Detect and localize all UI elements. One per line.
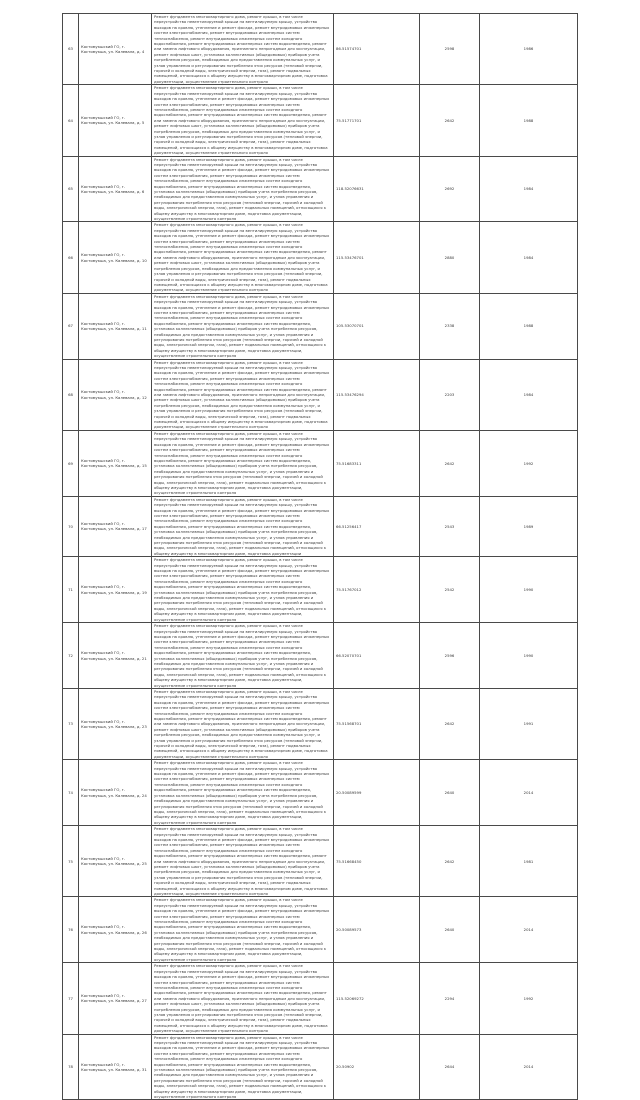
table-row	[63, 826, 578, 897]
address-cell: Костомукшский ГО, г. Костомукша, ул. Калевала, д. 15	[79, 430, 152, 496]
row-number-cell: 64	[63, 85, 79, 156]
object-code-cell: 105.53070701	[334, 293, 420, 359]
works-description-cell: Ремонт фундамента многоквартирного дома, ремонт крыши, в том числе переустройство невентилируемой крыши на вентилируемую крышу, устройство выходов на кровлю, утепление и ремонт фасада, ремонт внутридомовых инженерных систем электроснабжения, ремонт внутридомовых инженерных систем теплоснабжения, ремонт внутридомовых инженерных систем холодного водоснабжения, ремонт внутридомовых инженерных систем водоотведения, ремонт или замена лифтового оборудования, признанного непригодным для эксплуатации, ремонт лифтовых шахт, установка коллективных (общедомовых) приборов учета потребления ресурсов, необходимых для предоставления коммунальных услуг, и узлов управления и регулирования потребления этих ресурсов (тепловой энергии, горячей и холодной воды, электрической энергии, газа), ремонт подвальных помещений, относящихся к общему имуществу в многоквартирном доме, подготовка документации, осуществление строительного контроля	[152, 963, 334, 1034]
table-row	[63, 688, 578, 759]
works-description-cell: Ремонт фундамента многоквартирного дома, ремонт крыши, в том числе переустройство невентилируемой крыши на вентилируемую крышу, устройство выходов на кровлю, утепление и ремонт фасада, ремонт внутридомовых инженерных систем электроснабжения, ремонт внутридомовых инженерных систем теплоснабжения, ремонт внутридомовых инженерных систем холодного водоснабжения, ремонт внутридомовых инженерных систем водоотведения, установка коллективных (общедомовых) приборов учета потребления ресурсов, необходимых для предоставления коммунальных услуг, и узлов управления и регулирования потребления этих ресурсов (тепловой энергии, горячей и холодной воды, электрической энергии, газа), ремонт подвальных помещений, относящихся к общему имуществу в многоквартирном доме, подготовка документации, осуществление строительного контроля	[152, 156, 334, 222]
year-cell: 1984	[480, 359, 578, 430]
object-code-cell: 75.51568701	[334, 688, 420, 759]
year-cell: 1992	[480, 963, 578, 1034]
object-code-cell: 66.52070701	[334, 623, 420, 689]
object-code-cell: 66.51256417	[334, 496, 420, 556]
year-cell: 1991	[480, 688, 578, 759]
works-description-cell: Ремонт фундамента многоквартирного дома, ремонт крыши, в том числе переустройство невентилируемой крыши на вентилируемую крышу, устройство выходов на кровлю, утепление и ремонт фасада, ремонт внутридомовых инженерных систем электроснабжения, ремонт внутридомовых инженерных систем теплоснабжения, ремонт внутридомовых инженерных систем холодного водоснабжения, ремонт внутридомовых инженерных систем водоотведения, ремонт или замена лифтового оборудования, признанного непригодным для эксплуатации, ремонт лифтовых шахт, установка коллективных (общедомовых) приборов учета потребления ресурсов, необходимых для предоставления коммунальных услуг, и узлов управления и регулирования потребления этих ресурсов (тепловой энергии, горячей и холодной воды, электрической энергии, газа), ремонт подвальных помещений, относящихся к общему имуществу в многоквартирном доме, подготовка документации, осуществление строительного контроля	[152, 85, 334, 156]
year-cell: 1984	[480, 222, 578, 293]
object-code-cell: 75.51668450	[334, 826, 420, 897]
object-code-cell: 115.52069272	[334, 963, 420, 1034]
area-cell: 2294	[420, 963, 480, 1034]
table-row	[63, 1034, 578, 1100]
area-cell: 2642	[420, 688, 480, 759]
table-row	[63, 293, 578, 359]
table-row	[63, 430, 578, 496]
year-cell: 1992	[480, 430, 578, 496]
address-cell: Костомукшский ГО, г. Костомукша, ул. Калевала, д. 17	[79, 496, 152, 556]
area-cell: 2642	[420, 430, 480, 496]
table-row	[63, 14, 578, 85]
address-cell: Костомукшский ГО, г. Костомукша, ул. Калевала, д. 31	[79, 1034, 152, 1100]
address-cell: Костомукшский ГО, г. Костомукша, ул. Калевала, д. 6	[79, 156, 152, 222]
address-cell: Костомукшский ГО, г. Костомукша, ул. Калевала, д. 4	[79, 14, 152, 85]
area-cell: 2542	[420, 557, 480, 623]
address-cell: Костомукшский ГО, г. Костомукша, ул. Калевала, д. 19	[79, 557, 152, 623]
area-cell: 2642	[420, 85, 480, 156]
row-number-cell: 68	[63, 359, 79, 430]
works-description-cell: Ремонт фундамента многоквартирного дома, ремонт крыши, в том числе переустройство невентилируемой крыши на вентилируемую крышу, устройство выходов на кровлю, утепление и ремонт фасада, ремонт внутридомовых инженерных систем электроснабжения, ремонт внутридомовых инженерных систем теплоснабжения, ремонт внутридомовых инженерных систем холодного водоснабжения, ремонт внутридомовых инженерных систем водоотведения, ремонт или замена лифтового оборудования, признанного непригодным для эксплуатации, ремонт лифтовых шахт, установка коллективных (общедомовых) приборов учета потребления ресурсов, необходимых для предоставления коммунальных услуг, и узлов управления и регулирования потребления этих ресурсов (тепловой энергии, горячей и холодной воды, электрической энергии, газа), ремонт подвальных помещений, относящихся к общему имуществу в многоквартирном доме, подготовка документации, осуществление строительного контроля	[152, 826, 334, 897]
year-cell: 1988	[480, 85, 578, 156]
row-number-cell: 69	[63, 430, 79, 496]
area-cell: 2642	[420, 826, 480, 897]
year-cell: 1988	[480, 293, 578, 359]
year-cell: 2014	[480, 1034, 578, 1100]
area-cell: 2640	[420, 760, 480, 826]
object-code-cell: 20.50089599	[334, 760, 420, 826]
works-description-cell: Ремонт фундамента многоквартирного дома, ремонт крыши, в том числе переустройство невентилируемой крыши на вентилируемую крышу, устройство выходов на кровлю, утепление и ремонт фасада, ремонт внутридомовых инженерных систем электроснабжения, ремонт внутридомовых инженерных систем теплоснабжения, ремонт внутридомовых инженерных систем холодного водоснабжения, ремонт внутридомовых инженерных систем водоотведения, ремонт или замена лифтового оборудования, признанного непригодным для эксплуатации, ремонт лифтовых шахт, установка коллективных (общедомовых) приборов учета потребления ресурсов, необходимых для предоставления коммунальных услуг, и узлов управления и регулирования потребления этих ресурсов (тепловой энергии, горячей и холодной воды, электрической энергии, газа), ремонт подвальных помещений, относящихся к общему имуществу в многоквартирном доме, подготовка документации, осуществление строительного контроля	[152, 14, 334, 85]
area-cell: 2644	[420, 1034, 480, 1100]
area-cell: 2596	[420, 623, 480, 689]
area-cell: 2880	[420, 222, 480, 293]
area-cell: 2598	[420, 14, 480, 85]
works-description-cell: Ремонт фундамента многоквартирного дома, ремонт крыши, в том числе переустройство невентилируемой крыши на вентилируемую крышу, устройство выходов на кровлю, утепление и ремонт фасада, ремонт внутридомовых инженерных систем электроснабжения, ремонт внутридомовых инженерных систем теплоснабжения, ремонт внутридомовых инженерных систем холодного водоснабжения, ремонт внутридомовых инженерных систем водоотведения, установка коллективных (общедомовых) приборов учета потребления ресурсов, необходимых для предоставления коммунальных услуг, и узлов управления и регулирования потребления этих ресурсов (тепловой энергии, горячей и холодной воды, электрической энергии, газа), ремонт подвальных помещений, относящихся к общему имуществу в многоквартирном доме, подготовка документации	[152, 496, 334, 556]
table-row	[63, 222, 578, 293]
area-cell: 2692	[420, 156, 480, 222]
works-description-cell: Ремонт фундамента многоквартирного дома, ремонт крыши, в том числе переустройство невентилируемой крыши на вентилируемую крышу, устройство выходов на кровлю, утепление и ремонт фасада, ремонт внутридомовых инженерных систем электроснабжения, ремонт внутридомовых инженерных систем теплоснабжения, ремонт внутридомовых инженерных систем холодного водоснабжения, ремонт внутридомовых инженерных систем водоотведения, установка коллективных (общедомовых) приборов учета потребления ресурсов, необходимых для предоставления коммунальных услуг, и узлов управления и регулирования потребления этих ресурсов (тепловой энергии, горячей и холодной воды, электрической энергии, газа), ремонт подвальных помещений, относящихся к общему имуществу в многоквартирном доме, подготовка документации, осуществление строительного контроля	[152, 557, 334, 623]
address-cell: Костомукшский ГО, г. Костомукша, ул. Калевала, д. 11	[79, 293, 152, 359]
row-number-cell: 75	[63, 826, 79, 897]
row-number-cell: 65	[63, 156, 79, 222]
address-cell: Костомукшский ГО, г. Костомукша, ул. Калевала, д. 10	[79, 222, 152, 293]
address-cell: Костомукшский ГО, г. Костомукша, ул. Калевала, д. 21	[79, 623, 152, 689]
row-number-cell: 66	[63, 222, 79, 293]
works-description-cell: Ремонт фундамента многоквартирного дома, ремонт крыши, в том числе переустройство невентилируемой крыши на вентилируемую крышу, устройство выходов на кровлю, утепление и ремонт фасада, ремонт внутридомовых инженерных систем электроснабжения, ремонт внутридомовых инженерных систем теплоснабжения, ремонт внутридомовых инженерных систем холодного водоснабжения, ремонт внутридомовых инженерных систем водоотведения, установка коллективных (общедомовых) приборов учета потребления ресурсов, необходимых для предоставления коммунальных услуг, и узлов управления и регулирования потребления этих ресурсов (тепловой энергии, горячей и холодной воды, электрической энергии, газа), ремонт подвальных помещений, относящихся к общему имуществу в многоквартирном доме, подготовка документации, осуществление строительного контроля	[152, 897, 334, 963]
address-cell: Костомукшский ГО, г. Костомукша, ул. Калевала, д. 23	[79, 688, 152, 759]
year-cell: 1984	[480, 156, 578, 222]
object-code-cell: 118.52076631	[334, 156, 420, 222]
row-number-cell: 72	[63, 623, 79, 689]
works-description-cell: Ремонт фундамента многоквартирного дома, ремонт крыши, в том числе переустройство невентилируемой крыши на вентилируемую крышу, устройство выходов на кровлю, утепление и ремонт фасада, ремонт внутридомовых инженерных систем электроснабжения, ремонт внутридомовых инженерных систем теплоснабжения, ремонт внутридомовых инженерных систем холодного водоснабжения, ремонт внутридомовых инженерных систем водоотведения, установка коллективных (общедомовых) приборов учета потребления ресурсов, необходимых для предоставления коммунальных услуг, и узлов управления и регулирования потребления этих ресурсов (тепловой энергии, горячей и холодной воды, электрической энергии, газа), ремонт подвальных помещений, относящихся к общему имуществу в многоквартирном доме, подготовка документации, осуществление строительного контроля	[152, 760, 334, 826]
address-cell: Костомукшский ГО, г. Костомукша, ул. Калевала, д. 5	[79, 85, 152, 156]
object-code-cell: 115.53476701	[334, 222, 420, 293]
object-code-cell: 115.53476294	[334, 359, 420, 430]
table-row	[63, 897, 578, 963]
row-number-cell: 77	[63, 963, 79, 1034]
works-description-cell: Ремонт фундамента многоквартирного дома, ремонт крыши, в том числе переустройство невентилируемой крыши на вентилируемую крышу, устройство выходов на кровлю, утепление и ремонт фасада, ремонт внутридомовых инженерных систем электроснабжения, ремонт внутридомовых инженерных систем теплоснабжения, ремонт внутридомовых инженерных систем холодного водоснабжения, ремонт внутридомовых инженерных систем водоотведения, ремонт или замена лифтового оборудования, признанного непригодным для эксплуатации, ремонт лифтовых шахт, установка коллективных (общедомовых) приборов учета потребления ресурсов, необходимых для предоставления коммунальных услуг, и узлов управления и регулирования потребления этих ресурсов (тепловой энергии, горячей и холодной воды, электрической энергии, газа), ремонт подвальных помещений, относящихся к общему имуществу в многоквартирном доме, подготовка документации, осуществление строительного контроля	[152, 359, 334, 430]
row-number-cell: 73	[63, 688, 79, 759]
works-description-cell: Ремонт фундамента многоквартирного дома, ремонт крыши, в том числе переустройство невентилируемой крыши на вентилируемую крышу, устройство выходов на кровлю, утепление и ремонт фасада, ремонт внутридомовых инженерных систем электроснабжения, ремонт внутридомовых инженерных систем теплоснабжения, ремонт внутридомовых инженерных систем холодного водоснабжения, ремонт внутридомовых инженерных систем водоотведения, установка коллективных (общедомовых) приборов учета потребления ресурсов, необходимых для предоставления коммунальных услуг, и узлов управления и регулирования потребления этих ресурсов (тепловой энергии, горячей и холодной воды, электрической энергии, газа), ремонт подвальных помещений, относящихся к общему имуществу в многоквартирном доме, подготовка документации, осуществление строительного контроля	[152, 623, 334, 689]
row-number-cell: 63	[63, 14, 79, 85]
object-code-cell: 75.51767012	[334, 557, 420, 623]
table-row	[63, 760, 578, 826]
table-row	[63, 359, 578, 430]
object-code-cell: 86.51574701	[334, 14, 420, 85]
row-number-cell: 71	[63, 557, 79, 623]
address-cell: Костомукшский ГО, г. Костомукша, ул. Калевала, д. 25	[79, 826, 152, 897]
year-cell: 1990	[480, 623, 578, 689]
works-description-cell: Ремонт фундамента многоквартирного дома, ремонт крыши, в том числе переустройство невентилируемой крыши на вентилируемую крышу, устройство выходов на кровлю, утепление и ремонт фасада, ремонт внутридомовых инженерных систем электроснабжения, ремонт внутридомовых инженерных систем теплоснабжения, ремонт внутридомовых инженерных систем холодного водоснабжения, ремонт внутридомовых инженерных систем водоотведения, установка коллективных (общедомовых) приборов учета потребления ресурсов, необходимых для предоставления коммунальных услуг, и узлов управления и регулирования потребления этих ресурсов (тепловой энергии, горячей и холодной воды, электрической энергии, газа), ремонт подвальных помещений, относящихся к общему имуществу в многоквартирном доме, подготовка документации, осуществление строительного контроля	[152, 430, 334, 496]
object-code-cell: 75.51683311	[334, 430, 420, 496]
table-row	[63, 557, 578, 623]
object-code-cell: 20.50089573	[334, 897, 420, 963]
works-description-cell: Ремонт фундамента многоквартирного дома, ремонт крыши, в том числе переустройство невентилируемой крыши на вентилируемую крышу, устройство выходов на кровлю, утепление и ремонт фасада, ремонт внутридомовых инженерных систем электроснабжения, ремонт внутридомовых инженерных систем теплоснабжения, ремонт внутридомовых инженерных систем холодного водоснабжения, ремонт внутридомовых инженерных систем водоотведения, установка коллективных (общедомовых) приборов учета потребления ресурсов, необходимых для предоставления коммунальных услуг, и узлов управления и регулирования потребления этих ресурсов (тепловой энергии, горячей и холодной воды, электрической энергии, газа), ремонт подвальных помещений, относящихся к общему имуществу в многоквартирном доме, подготовка документации, осуществление строительного контроля	[152, 293, 334, 359]
year-cell: 1990	[480, 557, 578, 623]
works-description-cell: Ремонт фундамента многоквартирного дома, ремонт крыши, в том числе переустройство невентилируемой крыши на вентилируемую крышу, устройство выходов на кровлю, утепление и ремонт фасада, ремонт внутридомовых инженерных систем электроснабжения, ремонт внутридомовых инженерных систем теплоснабжения, ремонт внутридомовых инженерных систем холодного водоснабжения, ремонт внутридомовых инженерных систем водоотведения, установка коллективных (общедомовых) приборов учета потребления ресурсов, необходимых для предоставления коммунальных услуг, и узлов управления и регулирования потребления этих ресурсов (тепловой энергии, горячей и холодной воды, электрической энергии, газа), ремонт подвальных помещений, относящихся к общему имуществу в многоквартирном доме, подготовка документации, осуществление строительного контроля	[152, 1034, 334, 1100]
row-number-cell: 70	[63, 496, 79, 556]
year-cell: 1981	[480, 826, 578, 897]
row-number-cell: 78	[63, 1034, 79, 1100]
year-cell: 1989	[480, 496, 578, 556]
table-row	[63, 156, 578, 222]
area-cell: 2203	[420, 359, 480, 430]
area-cell: 2640	[420, 897, 480, 963]
works-description-cell: Ремонт фундамента многоквартирного дома, ремонт крыши, в том числе переустройство невентилируемой крыши на вентилируемую крышу, устройство выходов на кровлю, утепление и ремонт фасада, ремонт внутридомовых инженерных систем электроснабжения, ремонт внутридомовых инженерных систем теплоснабжения, ремонт внутридомовых инженерных систем холодного водоснабжения, ремонт внутридомовых инженерных систем водоотведения, ремонт или замена лифтового оборудования, признанного непригодным для эксплуатации, ремонт лифтовых шахт, установка коллективных (общедомовых) приборов учета потребления ресурсов, необходимых для предоставления коммунальных услуг, и узлов управления и регулирования потребления этих ресурсов (тепловой энергии, горячей и холодной воды, электрической энергии, газа), ремонт подвальных помещений, относящихся к общему имуществу в многоквартирном доме, подготовка документации, осуществление строительного контроля	[152, 222, 334, 293]
object-code-cell: 75.51771701	[334, 85, 420, 156]
address-cell: Костомукшский ГО, г. Костомукша, ул. Калевала, д. 27	[79, 963, 152, 1034]
object-code-cell: 20.50902	[334, 1034, 420, 1100]
year-cell: 2014	[480, 760, 578, 826]
address-cell: Костомукшский ГО, г. Костомукша, ул. Калевала, д. 24	[79, 760, 152, 826]
table-row	[63, 623, 578, 689]
area-cell: 2338	[420, 293, 480, 359]
area-cell: 2543	[420, 496, 480, 556]
works-description-cell: Ремонт фундамента многоквартирного дома, ремонт крыши, в том числе переустройство невентилируемой крыши на вентилируемую крышу, устройство выходов на кровлю, утепление и ремонт фасада, ремонт внутридомовых инженерных систем электроснабжения, ремонт внутридомовых инженерных систем теплоснабжения, ремонт внутридомовых инженерных систем холодного водоснабжения, ремонт внутридомовых инженерных систем водоотведения, ремонт или замена лифтового оборудования, признанного непригодным для эксплуатации, ремонт лифтовых шахт, установка коллективных (общедомовых) приборов учета потребления ресурсов, необходимых для предоставления коммунальных услуг, и узлов управления и регулирования потребления этих ресурсов (тепловой энергии, горячей и холодной воды, электрической энергии, газа), ремонт подвальных помещений, относящихся к общему имуществу в многоквартирном доме, подготовка документации, осуществление строительного контроля	[152, 688, 334, 759]
registry-table-body	[63, 14, 578, 1100]
row-number-cell: 76	[63, 897, 79, 963]
address-cell: Костомукшский ГО, г. Костомукша, ул. Калевала, д. 26	[79, 897, 152, 963]
registry-table	[62, 13, 578, 1100]
row-number-cell: 67	[63, 293, 79, 359]
address-cell: Костомукшский ГО, г. Костомукша, ул. Калевала, д. 12	[79, 359, 152, 430]
table-row	[63, 496, 578, 556]
year-cell: 1986	[480, 14, 578, 85]
table-row	[63, 963, 578, 1034]
year-cell: 2014	[480, 897, 578, 963]
row-number-cell: 74	[63, 760, 79, 826]
table-row	[63, 85, 578, 156]
